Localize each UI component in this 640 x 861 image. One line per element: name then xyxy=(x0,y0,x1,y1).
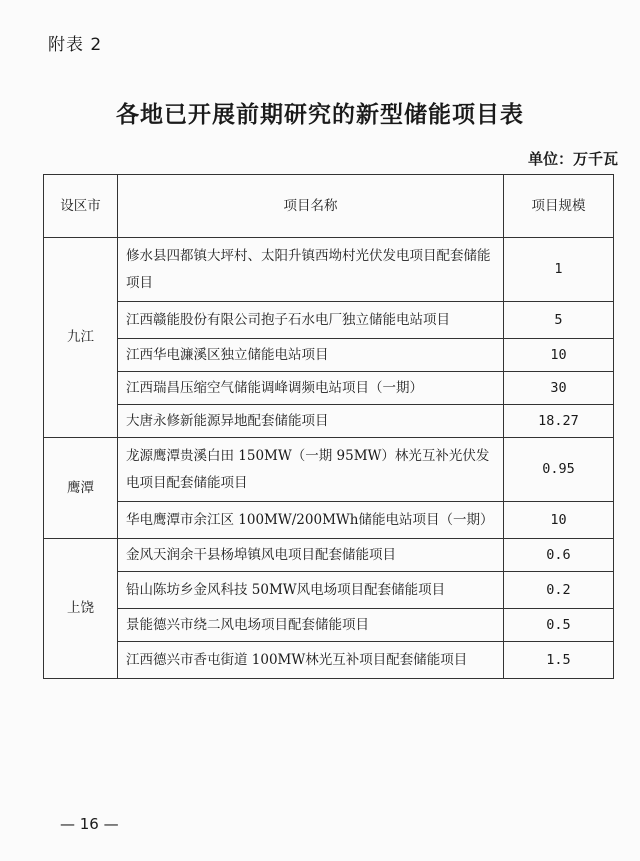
document-title: 各地已开展前期研究的新型储能项目表 xyxy=(116,101,524,128)
header-project-name: 项目名称 xyxy=(118,175,504,238)
project-scale-cell: 18.27 xyxy=(504,405,614,438)
project-scale-cell: 10 xyxy=(504,339,614,372)
region-cell: 上饶 xyxy=(44,539,118,679)
project-scale-cell: 30 xyxy=(504,372,614,405)
table-row xyxy=(44,405,614,438)
project-scale-cell: 5 xyxy=(504,302,614,339)
table-row xyxy=(44,572,614,609)
project-scale-cell: 0.6 xyxy=(504,539,614,572)
table-row xyxy=(44,238,614,302)
attachment-label: 附表 2 xyxy=(48,35,103,55)
table-header-row xyxy=(44,175,614,238)
region-cell: 鹰潭 xyxy=(44,438,118,539)
project-scale-cell: 0.95 xyxy=(504,438,614,502)
table-row xyxy=(44,339,614,372)
project-name-cell: 铅山陈坊乡金风科技 50MW风电场项目配套储能项目 xyxy=(118,572,504,609)
project-name-cell: 龙源鹰潭贵溪白田 150MW（一期 95MW）林光互补光伏发电项目配套储能项目 xyxy=(118,438,504,502)
project-name-cell: 修水县四都镇大坪村、太阳升镇西坳村光伏发电项目配套储能项目 xyxy=(118,238,504,302)
table-row xyxy=(44,438,614,502)
region-cell: 九江 xyxy=(44,238,118,438)
project-scale-cell: 0.2 xyxy=(504,572,614,609)
table-row xyxy=(44,372,614,405)
project-name-cell: 江西华电濂溪区独立储能电站项目 xyxy=(118,339,504,372)
project-name-cell: 江西德兴市香屯街道 100MW林光互补项目配套储能项目 xyxy=(118,642,504,679)
project-scale-cell: 1.5 xyxy=(504,642,614,679)
project-scale-cell: 1 xyxy=(504,238,614,302)
projects-table xyxy=(43,174,614,679)
table-row xyxy=(44,642,614,679)
project-name-cell: 金风天润余干县杨埠镇风电项目配套储能项目 xyxy=(118,539,504,572)
table-row xyxy=(44,502,614,539)
header-project-scale: 项目规模 xyxy=(504,175,614,238)
header-region: 设区市 xyxy=(44,175,118,238)
project-name-cell: 大唐永修新能源异地配套储能项目 xyxy=(118,405,504,438)
page-number: — 16 — xyxy=(60,815,119,833)
table-row xyxy=(44,302,614,339)
project-name-cell: 江西瑞昌压缩空气储能调峰调频电站项目（一期） xyxy=(118,372,504,405)
table-row xyxy=(44,609,614,642)
project-name-cell: 江西赣能股份有限公司抱子石水电厂独立储能电站项目 xyxy=(118,302,504,339)
project-scale-cell: 10 xyxy=(504,502,614,539)
table-row xyxy=(44,539,614,572)
unit-label: 单位：万千瓦 xyxy=(527,150,618,168)
project-name-cell: 景能德兴市绕二风电场项目配套储能项目 xyxy=(118,609,504,642)
project-name-cell: 华电鹰潭市余江区 100MW/200MWh储能电站项目（一期） xyxy=(118,502,504,539)
project-scale-cell: 0.5 xyxy=(504,609,614,642)
